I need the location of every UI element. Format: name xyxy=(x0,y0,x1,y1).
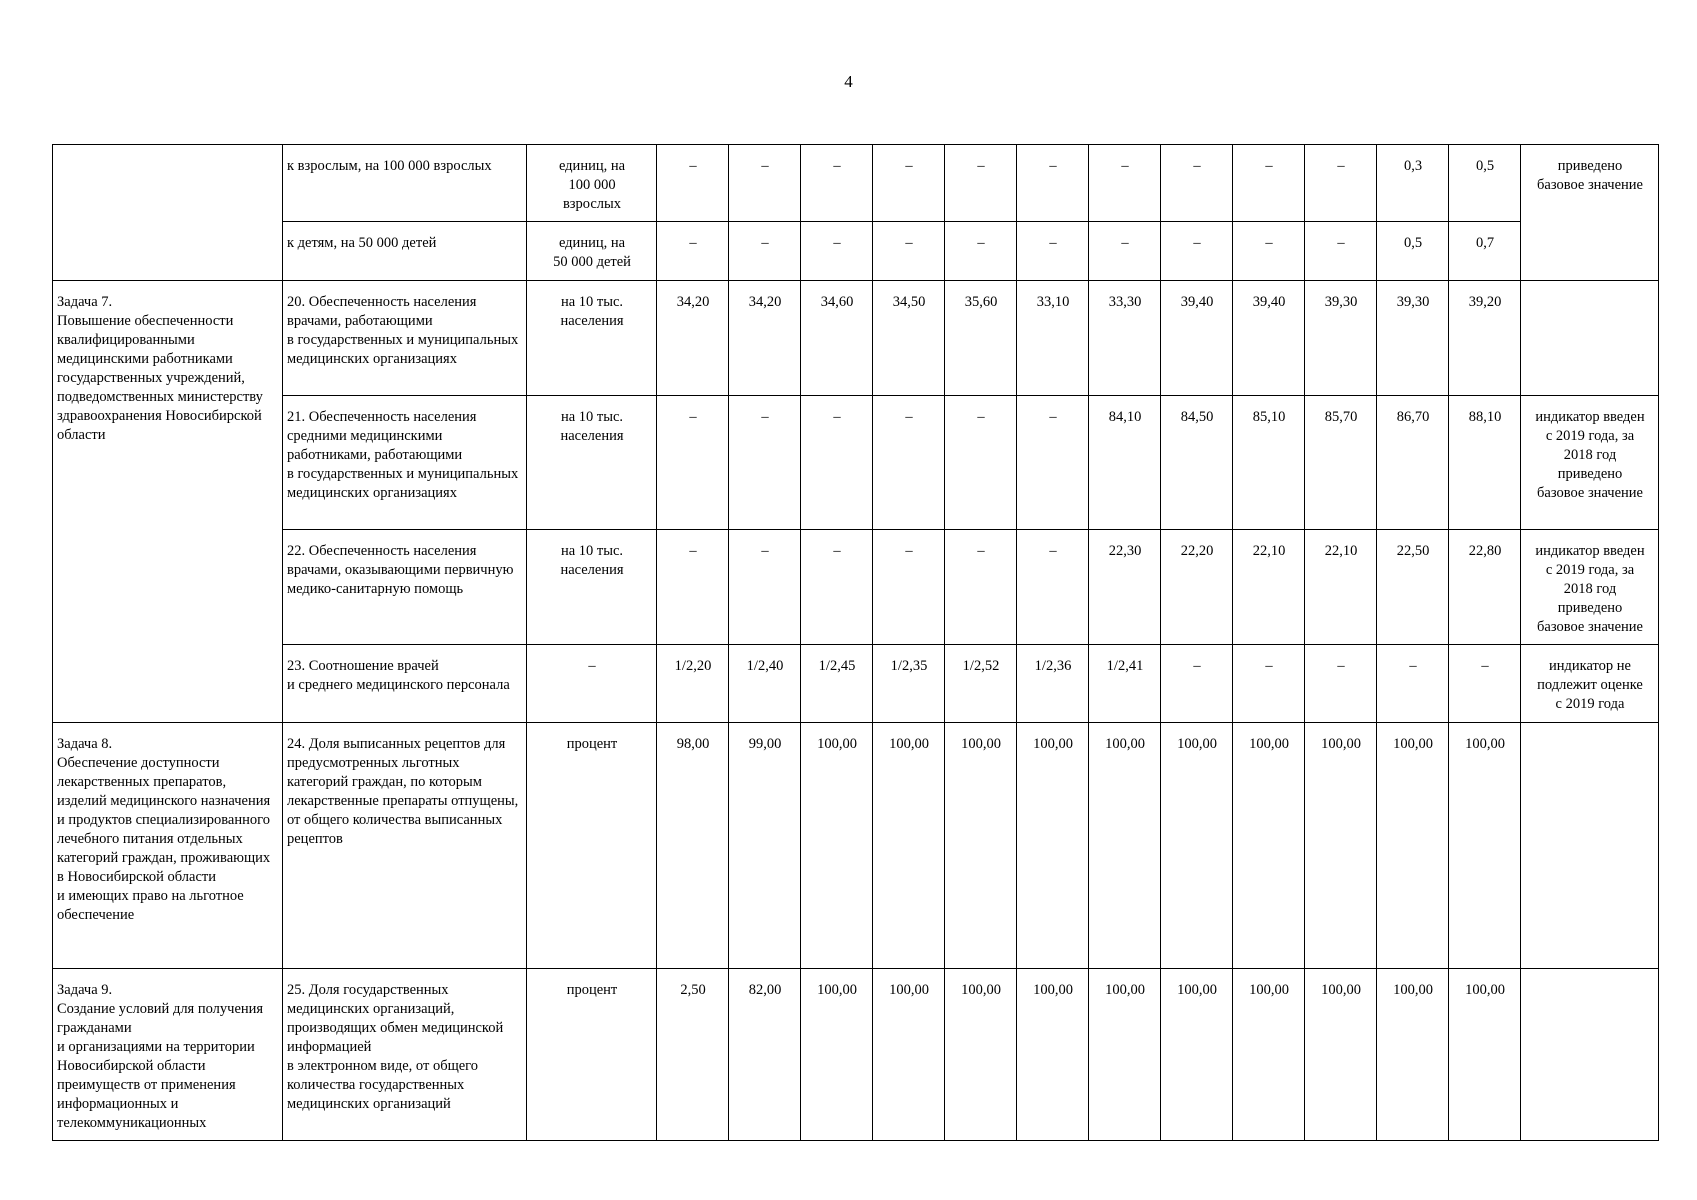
indicator-name: 23. Соотношение врачей и среднего медицинского персонала xyxy=(283,645,527,723)
value-cell: – xyxy=(729,530,801,645)
table-row xyxy=(53,145,1659,222)
value-cell: 100,00 xyxy=(1161,723,1233,969)
value-cell: 100,00 xyxy=(1233,969,1305,1141)
value-cell: 22,50 xyxy=(1377,530,1449,645)
value-cell: 22,20 xyxy=(1161,530,1233,645)
indicator-name: 25. Доля государственных медицинских организаций, производящих обмен медицинской информацией в электронном виде, от общего количества государственных медицинских организаций xyxy=(283,969,527,1141)
task-cell: Задача 8. Обеспечение доступности лекарственных препаратов, изделий медицинского назначения и продуктов специализированного лечебного питания отдельных категорий граждан, проживающих в Новосибирской области и имеющих право на льготное обеспечение xyxy=(53,723,283,969)
value-cell: 1/2,40 xyxy=(729,645,801,723)
value-cell: 84,50 xyxy=(1161,396,1233,530)
value-cell: 100,00 xyxy=(945,723,1017,969)
value-cell: 1/2,20 xyxy=(657,645,729,723)
value-cell: 33,30 xyxy=(1089,281,1161,396)
value-cell: 100,00 xyxy=(801,969,873,1141)
value-cell: 22,10 xyxy=(1233,530,1305,645)
value-cell: – xyxy=(729,145,801,222)
value-cell: 22,80 xyxy=(1449,530,1521,645)
value-cell: – xyxy=(1305,222,1377,281)
value-cell: – xyxy=(873,396,945,530)
table-row xyxy=(53,723,1659,969)
value-cell: – xyxy=(945,145,1017,222)
value-cell: – xyxy=(657,222,729,281)
value-cell: 0,7 xyxy=(1449,222,1521,281)
value-cell: 100,00 xyxy=(1305,969,1377,1141)
indicators-table xyxy=(52,144,1659,1141)
unit-cell: на 10 тыс. населения xyxy=(527,530,657,645)
value-cell: 100,00 xyxy=(1377,969,1449,1141)
value-cell: 39,30 xyxy=(1305,281,1377,396)
task-cell-empty xyxy=(53,145,283,281)
value-cell: – xyxy=(1017,145,1089,222)
indicator-name: к детям, на 50 000 детей xyxy=(283,222,527,281)
unit-cell: единиц, на 100 000 взрослых xyxy=(527,145,657,222)
unit-cell: процент xyxy=(527,969,657,1141)
value-cell: – xyxy=(657,530,729,645)
value-cell: 100,00 xyxy=(1233,723,1305,969)
value-cell: 100,00 xyxy=(1017,969,1089,1141)
value-cell: – xyxy=(801,530,873,645)
value-cell: 0,5 xyxy=(1449,145,1521,222)
value-cell: 100,00 xyxy=(1017,723,1089,969)
value-cell: – xyxy=(1161,222,1233,281)
value-cell: – xyxy=(873,530,945,645)
value-cell: 1/2,35 xyxy=(873,645,945,723)
value-cell: 100,00 xyxy=(801,723,873,969)
value-cell: – xyxy=(801,222,873,281)
unit-cell: на 10 тыс. населения xyxy=(527,281,657,396)
indicator-name: к взрослым, на 100 000 взрослых xyxy=(283,145,527,222)
table-row xyxy=(53,969,1659,1141)
value-cell: 100,00 xyxy=(1089,969,1161,1141)
table-row xyxy=(53,530,1659,645)
value-cell: 100,00 xyxy=(1449,723,1521,969)
value-cell: 39,30 xyxy=(1377,281,1449,396)
value-cell: 98,00 xyxy=(657,723,729,969)
value-cell: 82,00 xyxy=(729,969,801,1141)
unit-cell: единиц, на 50 000 детей xyxy=(527,222,657,281)
value-cell: 39,40 xyxy=(1161,281,1233,396)
note-cell: индикатор введен с 2019 года, за 2018 год приведено базовое значение xyxy=(1521,530,1659,645)
value-cell: 1/2,41 xyxy=(1089,645,1161,723)
value-cell: – xyxy=(1161,645,1233,723)
table-row xyxy=(53,645,1659,723)
value-cell: 1/2,36 xyxy=(1017,645,1089,723)
value-cell: 100,00 xyxy=(1305,723,1377,969)
value-cell: 34,20 xyxy=(657,281,729,396)
value-cell: – xyxy=(801,396,873,530)
indicator-name: 22. Обеспеченность населения врачами, оказывающими первичную медико-санитарную помощь xyxy=(283,530,527,645)
value-cell: 100,00 xyxy=(873,723,945,969)
value-cell: – xyxy=(1305,645,1377,723)
value-cell: 85,70 xyxy=(1305,396,1377,530)
value-cell: 88,10 xyxy=(1449,396,1521,530)
indicator-name: 20. Обеспеченность населения врачами, работающими в государственных и муниципальных медицинских организациях xyxy=(283,281,527,396)
task-cell: Задача 9. Создание условий для получения гражданами и организациями на территории Новосибирской области преимуществ от применения информационных и телекоммуникационных xyxy=(53,969,283,1141)
value-cell: 100,00 xyxy=(1089,723,1161,969)
value-cell: – xyxy=(1305,145,1377,222)
value-cell: – xyxy=(1233,145,1305,222)
value-cell: 33,10 xyxy=(1017,281,1089,396)
value-cell: – xyxy=(945,396,1017,530)
value-cell: – xyxy=(1377,645,1449,723)
value-cell: – xyxy=(657,396,729,530)
page-number: 4 xyxy=(844,72,853,91)
value-cell: 22,30 xyxy=(1089,530,1161,645)
value-cell: – xyxy=(1089,145,1161,222)
value-cell: 100,00 xyxy=(1377,723,1449,969)
value-cell: 86,70 xyxy=(1377,396,1449,530)
value-cell: – xyxy=(945,530,1017,645)
note-cell: приведено базовое значение xyxy=(1521,145,1659,281)
value-cell: – xyxy=(729,222,801,281)
value-cell: 34,50 xyxy=(873,281,945,396)
indicator-name: 21. Обеспеченность населения средними медицинскими работниками, работающими в государственных и муниципальных медицинских организациях xyxy=(283,396,527,530)
value-cell: 2,50 xyxy=(657,969,729,1141)
value-cell: 34,20 xyxy=(729,281,801,396)
value-cell: 39,20 xyxy=(1449,281,1521,396)
value-cell: – xyxy=(873,222,945,281)
value-cell: – xyxy=(1161,145,1233,222)
value-cell: 100,00 xyxy=(873,969,945,1141)
value-cell: 100,00 xyxy=(945,969,1017,1141)
note-cell xyxy=(1521,723,1659,969)
task-cell: Задача 7. Повышение обеспеченности квалифицированными медицинскими работниками государственных учреждений, подведомственных министерству здравоохранения Новосибирской области xyxy=(53,281,283,723)
value-cell: – xyxy=(1017,396,1089,530)
value-cell: – xyxy=(1449,645,1521,723)
value-cell: 1/2,45 xyxy=(801,645,873,723)
value-cell: – xyxy=(873,145,945,222)
value-cell: – xyxy=(1089,222,1161,281)
table-row xyxy=(53,281,1659,396)
table-row xyxy=(53,396,1659,530)
note-cell xyxy=(1521,281,1659,396)
value-cell: – xyxy=(945,222,1017,281)
value-cell: 100,00 xyxy=(1449,969,1521,1141)
value-cell: 22,10 xyxy=(1305,530,1377,645)
value-cell: – xyxy=(729,396,801,530)
unit-cell: на 10 тыс. населения xyxy=(527,396,657,530)
value-cell: 39,40 xyxy=(1233,281,1305,396)
value-cell: – xyxy=(1017,222,1089,281)
value-cell: 35,60 xyxy=(945,281,1017,396)
value-cell: 99,00 xyxy=(729,723,801,969)
unit-cell: – xyxy=(527,645,657,723)
note-cell: индикатор введен с 2019 года, за 2018 год приведено базовое значение xyxy=(1521,396,1659,530)
value-cell: 1/2,52 xyxy=(945,645,1017,723)
value-cell: – xyxy=(1233,222,1305,281)
note-cell: индикатор не подлежит оценке с 2019 года xyxy=(1521,645,1659,723)
unit-cell: процент xyxy=(527,723,657,969)
value-cell: – xyxy=(657,145,729,222)
value-cell: 100,00 xyxy=(1161,969,1233,1141)
value-cell: – xyxy=(801,145,873,222)
value-cell: 0,5 xyxy=(1377,222,1449,281)
value-cell: 84,10 xyxy=(1089,396,1161,530)
note-cell xyxy=(1521,969,1659,1141)
table-row xyxy=(53,222,1659,281)
value-cell: 34,60 xyxy=(801,281,873,396)
value-cell: 0,3 xyxy=(1377,145,1449,222)
value-cell: – xyxy=(1233,645,1305,723)
value-cell: – xyxy=(1017,530,1089,645)
indicator-name: 24. Доля выписанных рецептов для предусмотренных льготных категорий граждан, по которым лекарственные препараты отпущены, от общего количества выписанных рецептов xyxy=(283,723,527,969)
value-cell: 85,10 xyxy=(1233,396,1305,530)
